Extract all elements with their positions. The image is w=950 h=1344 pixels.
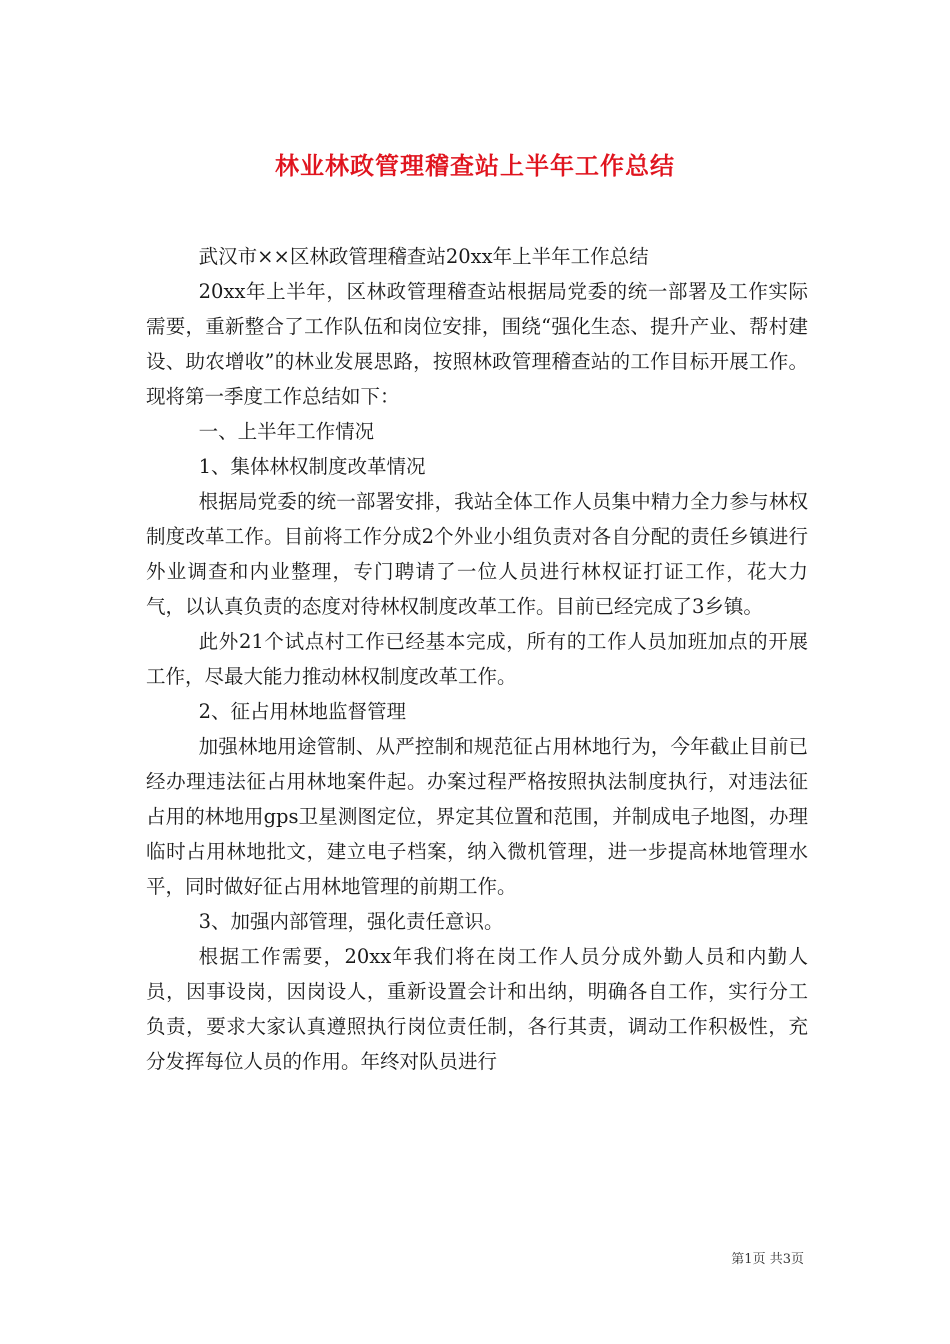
subtitle-paragraph: 武汉市××区林政管理稽查站20xx年上半年工作总结 xyxy=(198,245,649,268)
subsection-heading-1: 1、集体林权制度改革情况 xyxy=(198,455,426,478)
footer-suffix: 页 xyxy=(790,1252,804,1267)
footer-prefix: 第 xyxy=(731,1252,745,1267)
document-body xyxy=(146,239,808,1079)
body-paragraph: 根据工作需要，20xx年我们将在岗工作人员分成外勤人员和内勤人员，因事设岗，因岗设人，重新设置会计和出纳，明确各自工作，实行分工负责，要求大家认真遵照执行岗位责任制，各行其责，调动工作积极性，充分发挥每位人员的作用。年终对队员进行 xyxy=(146,945,808,1073)
footer-middle: 页 共 xyxy=(752,1252,783,1267)
footer-total-pages: 3 xyxy=(782,1252,791,1267)
intro-paragraph: 20xx年上半年，区林政管理稽查站根据局党委的统一部署及工作实际需要，重新整合了工作队伍和岗位安排，围绕“强化生态、提升产业、帮村建设、助农增收”的林业发展思路，按照林政管理稽查站的工作目标开展工作。现将第一季度工作总结如下： xyxy=(146,280,808,408)
subsection-heading-2: 2、征占用林地监督管理 xyxy=(198,700,407,723)
body-paragraph: 此外21个试点村工作已经基本完成，所有的工作人员加班加点的开展工作，尽最大能力推动林权制度改革工作。 xyxy=(146,630,808,688)
subsection-heading-3: 3、加强内部管理，强化责任意识。 xyxy=(198,910,504,933)
body-paragraph: 根据局党委的统一部署安排，我站全体工作人员集中精力全力参与林权制度改革工作。目前将工作分成2个外业小组负责对各自分配的责任乡镇进行外业调查和内业整理，专门聘请了一位人员进行林权证打证工作，花大力气，以认真负责的态度对待林权制度改革工作。目前已经完成了3乡镇。 xyxy=(146,490,808,618)
section-heading-1: 一、上半年工作情况 xyxy=(198,420,375,443)
body-paragraph: 加强林地用途管制、从严控制和规范征占用林地行为，今年截止目前已经办理违法征占用林地案件起。办案过程严格按照执法制度执行，对违法征占用的林地用gps卫星测图定位，界定其位置和范围，并制成电子地图，办理临时占用林地批文，建立电子档案，纳入微机管理，进一步提高林地管理水平，同时做好征占用林地管理的前期工作。 xyxy=(146,735,808,898)
document-title: 林业林政管理稽查站上半年工作总结 xyxy=(275,151,675,181)
page-footer xyxy=(731,1248,804,1267)
footer-current-page: 1 xyxy=(744,1252,753,1267)
